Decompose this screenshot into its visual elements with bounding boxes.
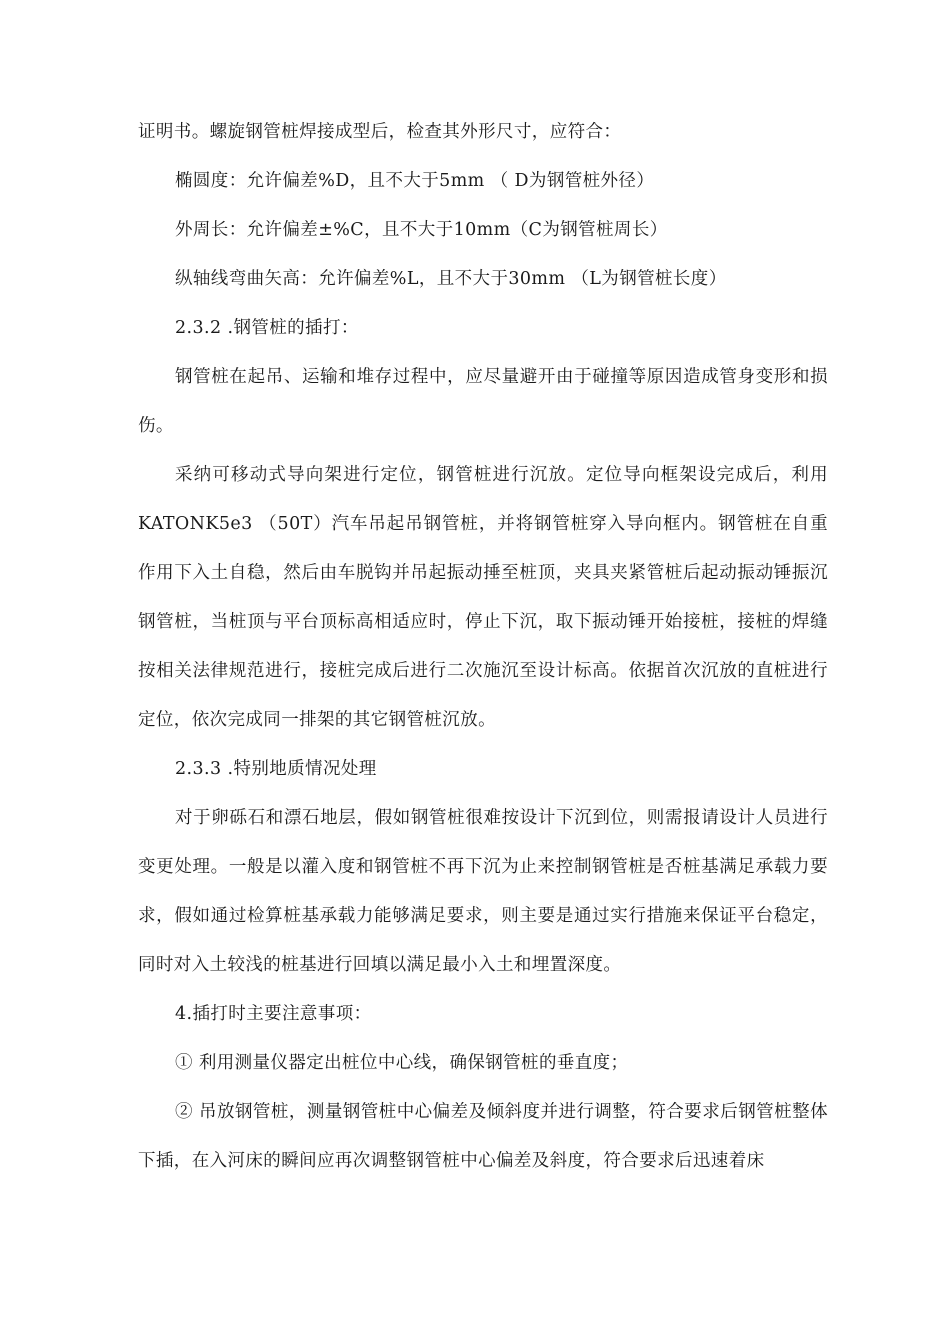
section-heading-4: 4.插打时主要注意事项： [175,1004,372,1024]
paragraph-ovality: 椭圆度：允许偏差%D，且不大于5mm （ D为钢管桩外径） [175,171,655,191]
section-heading-2-3-3: 2.3.3 .特别地质情况处理 [175,759,377,779]
list-item-2: ② 吊放钢管桩，测量钢管桩中心偏差及倾斜度并进行调整，符合要求后钢管桩整体下插，在入河床的瞬间应再次调整钢管桩中心偏差及斜度，符合要求后迅速着床 [138,1102,828,1171]
paragraph-handling: 钢管桩在起吊、运输和堆存过程中，应尽量避开由于碰撞等原因造成管身变形和损伤。 [138,367,828,436]
paragraph-positioning: 采纳可移动式导向架进行定位，钢管桩进行沉放。定位导向框架设完成后，利用KATONK5e3 （50T）汽车吊起吊钢管桩，并将钢管桩穿入导向框内。钢管桩在自重作用下入土自稳，然后由车脱钩并吊起振动捶至桩顶，夹具夹紧管桩后起动振动锤振沉钢管桩，当桩顶与平台顶标高相适应时，停止下沉，取下振动锤开始接桩，接桩的焊缝按相关法律规范进行，接桩完成后进行二次施沉至设计标高。依据首次沉放的直桩进行定位，依次完成同一排架的其它钢管桩沉放。 [138,465,828,730]
paragraph-certificate: 证明书。螺旋钢管桩焊接成型后，检查其外形尺寸，应符合： [138,122,622,142]
paragraph-perimeter: 外周长：允许偏差±%C，且不大于10mm（C为钢管桩周长） [175,220,668,240]
paragraph-special-geology: 对于卵砾石和漂石地层，假如钢管桩很难按设计下沉到位，则需报请设计人员进行变更处理。一般是以灌入度和钢管桩不再下沉为止来控制钢管桩是否桩基满足承载力要求，假如通过检算桩基承载力能够满足要求，则主要是通过实行措施来保证平台稳定，同时对入土较浅的桩基进行回填以满足最小入土和埋置深度。 [138,808,828,975]
list-item-1: ① 利用测量仪器定出桩位中心线，确保钢管桩的垂直度； [175,1053,629,1073]
paragraph-bending: 纵轴线弯曲矢高：允许偏差%L，且不大于30mm （L为钢管桩长度） [175,269,727,289]
section-heading-2-3-2: 2.3.2 .钢管桩的插打： [175,318,359,338]
